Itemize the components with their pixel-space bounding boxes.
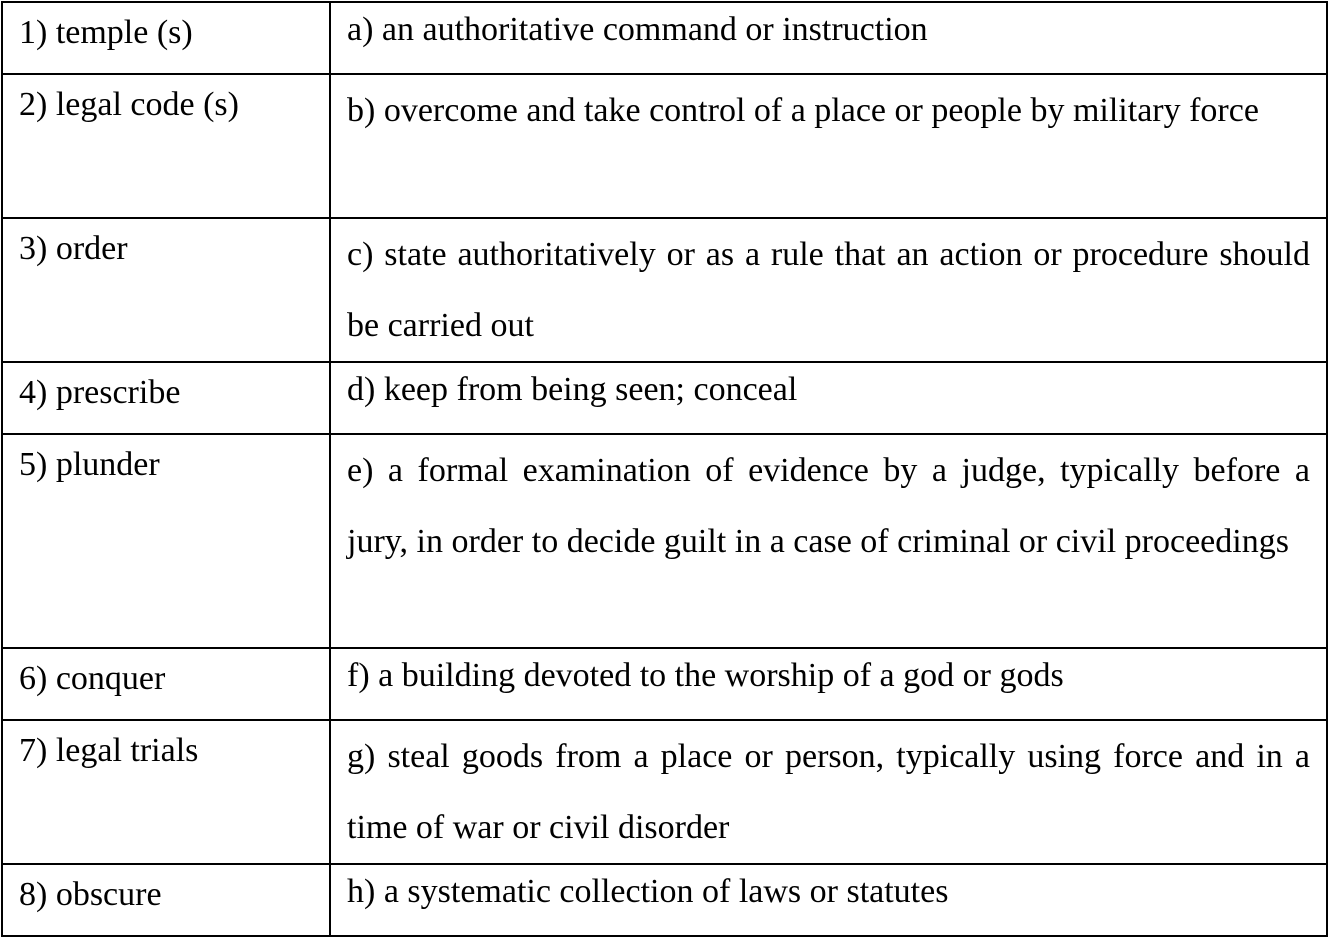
table-row (2, 74, 1327, 218)
table-row (2, 2, 1327, 74)
definition-cell: d) keep from being seen; conceal (330, 362, 1327, 434)
definition-cell: f) a building devoted to the worship of a god or gods (330, 648, 1327, 720)
definition-cell: e) a formal examination of evidence by a judge, typically before a jury, in order to decide guilt in a case of criminal or civil proceedings (330, 434, 1327, 648)
term-cell: 3) order (2, 218, 330, 362)
term-cell: 7) legal trials (2, 720, 330, 864)
definition-cell: c) state authoritatively or as a rule that an action or procedure should be carried out (330, 218, 1327, 362)
matching-table (1, 1, 1328, 937)
term-cell: 8) obscure (2, 864, 330, 936)
term-cell: 2) legal code (s) (2, 74, 330, 218)
term-cell: 6) conquer (2, 648, 330, 720)
definition-cell: a) an authoritative command or instruction (330, 2, 1327, 74)
table-row (2, 218, 1327, 362)
term-cell: 5) plunder (2, 434, 330, 648)
definition-cell: h) a systematic collection of laws or statutes (330, 864, 1327, 936)
term-cell: 1) temple (s) (2, 2, 330, 74)
definition-cell: b) overcome and take control of a place or people by military force (330, 74, 1327, 218)
table-row (2, 362, 1327, 434)
table-row (2, 864, 1327, 936)
term-cell: 4) prescribe (2, 362, 330, 434)
table-row (2, 434, 1327, 648)
table-row (2, 720, 1327, 864)
table-row (2, 648, 1327, 720)
definition-cell: g) steal goods from a place or person, typically using force and in a time of war or civil disorder (330, 720, 1327, 864)
